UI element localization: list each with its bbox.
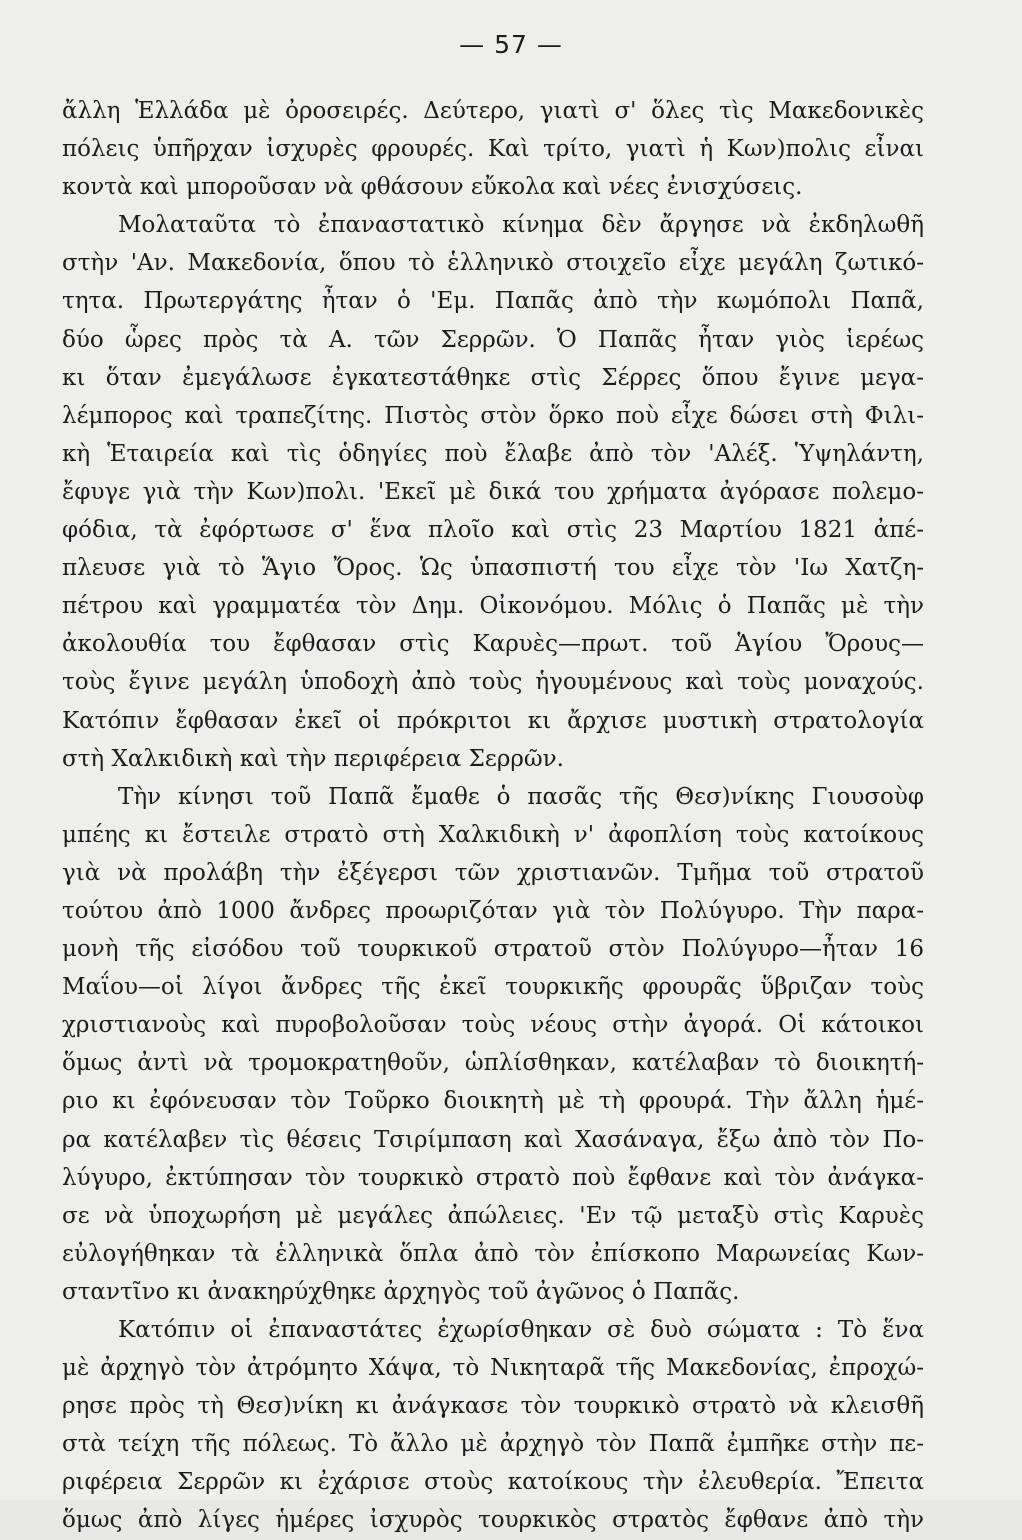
text-line: Μαΐου—οἱ λίγοι ἄνδρες τῆς ἐκεῖ τουρκικῆς φρουρᾶς ὕβριζαν τοὺς [62,974,924,1001]
text-line: ριο κι ἐφόνευσαν τὸν Τοῦρκο διοικητὴ μὲ τὴ φρουρά. Τὴν ἄλλη ἡμέ- [62,1088,924,1115]
text-line: μὲ ἀρχηγὸ τὸν ἀτρόμητο Χάψα, τὸ Νικηταρᾶ τῆς Μακεδονίας, ἐπροχώ- [62,1355,924,1382]
text-line: ἔφυγε γιὰ τὴν Κων)πολι. 'Εκεῖ μὲ δικά του χρήματα ἀγόρασε πολεμο- [62,478,924,505]
text-line: μονὴ τῆς εἰσόδου τοῦ τουρκικοῦ στρατοῦ στὸν Πολύγυρο—ἦταν 16 [62,936,924,963]
text-line: πόλεις ὑπῆρχαν ἰσχυρὲς φρουρές. Καὶ τρίτο, γιατὶ ἡ Κων)πολις εἶναι [62,136,924,163]
text-line: κι ὅταν ἐμεγάλωσε ἐγκατεστάθηκε στὶς Σέρρες ὅπου ἔγινε μεγα- [62,364,924,391]
text-line: στὴν 'Αν. Μακεδονία, ὅπου τὸ ἑλληνικὸ στοιχεῖο εἶχε μεγάλη ζωτικό- [62,250,924,277]
text-line: τούτου ἀπὸ 1000 ἄνδρες προωριζόταν γιὰ τὸν Πολύγυρο. Τὴν παρα- [62,897,924,924]
text-line: φόδια, τὰ ἐφόρτωσε σ' ἕνα πλοῖο καὶ στὶς 23 Μαρτίου 1821 ἀπέ- [62,517,924,544]
text-line: λύγυρο, ἐκτύπησαν τὸν τουρκικὸ στρατὸ ποὺ ἔφθανε καὶ τὸν ἀνάγκα- [62,1164,924,1191]
text-line: Κατόπιν οἱ ἐπαναστάτες ἐχωρίσθηκαν σὲ δυὸ σώματα : Τὸ ἕνα [118,1317,924,1343]
body-text [62,92,924,1540]
text-line: ὅμως ἀπὸ λίγες ἡμέρες ἰσχυρὸς τουρκικὸς στρατὸς ἔφθανε ἀπὸ τὴν [62,1507,924,1534]
text-line: δύο ὧρες πρὸς τὰ Α. τῶν Σερρῶν. Ὁ Παπᾶς ἦταν γιὸς ἱερέως [62,326,924,353]
text-line: μπέης κι ἔστειλε στρατὸ στὴ Χαλκιδικὴ ν' ἀφοπλίση τοὺς κατοίκους [62,821,924,848]
text-line: ρησε πρὸς τὴ Θεσ)νίκη κι ἀνάγκασε τὸν τουρκικὸ στρατὸ νὰ κλεισθῆ [62,1393,924,1420]
text-line: τητα. Πρωτεργάτης ἦταν ὁ 'Εμ. Παπᾶς ἀπὸ τὴν κωμόπολι Παπᾶ, [62,288,924,315]
text-line: γιὰ νὰ προλάβη τὴν ἐξέγερσι τῶν χριστιανῶν. Τμῆμα τοῦ στρατοῦ [62,859,924,886]
text-line: ριφέρεια Σερρῶν κι ἐχάρισε στοὺς κατοίκους τὴν ἐλευθερία. Ἔπειτα [62,1469,924,1496]
text-line: λέμπορος καὶ τραπεζίτης. Πιστὸς στὸν ὅρκο ποὺ εἶχε δώσει στὴ Φιλι- [62,402,924,429]
text-line: κὴ Ἑταιρεία καὶ τὶς ὁδηγίες ποὺ ἔλαβε ἀπὸ τὸν 'Αλέξ. Ὑψηλάντη, [62,440,924,467]
text-line: ἄλλη Ἑλλάδα μὲ ὀροσειρές. Δεύτερο, γιατὶ σ' ὅλες τὶς Μακεδονικὲς [62,98,924,124]
text-line: πέτρου καὶ γραμματέα τὸν Δημ. Οἰκονόμου. Μόλις ὁ Παπᾶς μὲ τὴν [62,593,924,620]
text-line: σταντῖνο κι ἀνακηρύχθηκε ἀρχηγὸς τοῦ ἀγῶνος ὁ Παπᾶς. [62,1278,740,1305]
text-line: Μολαταῦτα τὸ ἐπαναστατικὸ κίνημα δὲν ἄργησε νὰ ἐκδηλωθῆ [118,212,924,239]
text-line: τοὺς ἔγινε μεγάλη ὑποδοχὴ ἀπὸ τοὺς ἡγουμένους καὶ τοὺς μοναχούς. [62,669,924,696]
text-line: ὅμως ἀντὶ νὰ τρομοκρατηθοῦν, ὡπλίσθηκαν, κατέλαβαν τὸ διοικητή- [62,1050,924,1077]
text-line: χριστιανοὺς καὶ πυροβολοῦσαν τοὺς νέους στὴν ἀγορά. Οἱ κάτοικοι [62,1012,924,1039]
text-line: ρα κατέλαβεν τὶς θέσεις Τσιρίμπαση καὶ Χασάναγα, ἔξω ἀπὸ τὸν Πο- [62,1126,924,1153]
text-line: στὰ τείχη τῆς πόλεως. Τὸ ἄλλο μὲ ἀρχηγὸ τὸν Παπᾶ ἐμπῆκε στὴν πε- [62,1431,924,1458]
text-line: πλευσε γιὰ τὸ Ἅγιο Ὄρος. Ὡς ὑπασπιστή του εἶχε τὸν 'Ιω Χατζη- [62,555,924,582]
text-line: στὴ Χαλκιδικὴ καὶ τὴν περιφέρεια Σερρῶν. [62,745,564,772]
page-number: — 57 — [459,30,563,59]
text-line: Κατόπιν ἔφθασαν ἐκεῖ οἱ πρόκριτοι κι ἄρχισε μυστικὴ στρατολογία [62,707,924,734]
text-line: σε νὰ ὑποχωρήση μὲ μεγάλες ἀπώλειες. 'Εν τῷ μεταξὺ στὶς Καρυὲς [62,1202,924,1229]
text-line: εὐλογήθηκαν τὰ ἑλληνικὰ ὅπλα ἀπὸ τὸν ἐπίσκοπο Μαρωνείας Κων- [62,1240,924,1267]
text-line: ἀκολουθία του ἔφθασαν στὶς Καρυὲς—πρωτ. τοῦ Ἁγίου Ὄρους— [62,631,924,658]
text-line: Τὴν κίνησι τοῦ Παπᾶ ἔμαθε ὁ πασᾶς τῆς Θεσ)νίκης Γιουσοὺφ [118,783,924,810]
text-line: κοντὰ καὶ μποροῦσαν νὰ φθάσουν εὔκολα καὶ νέες ἐνισχύσεις. [62,174,803,201]
